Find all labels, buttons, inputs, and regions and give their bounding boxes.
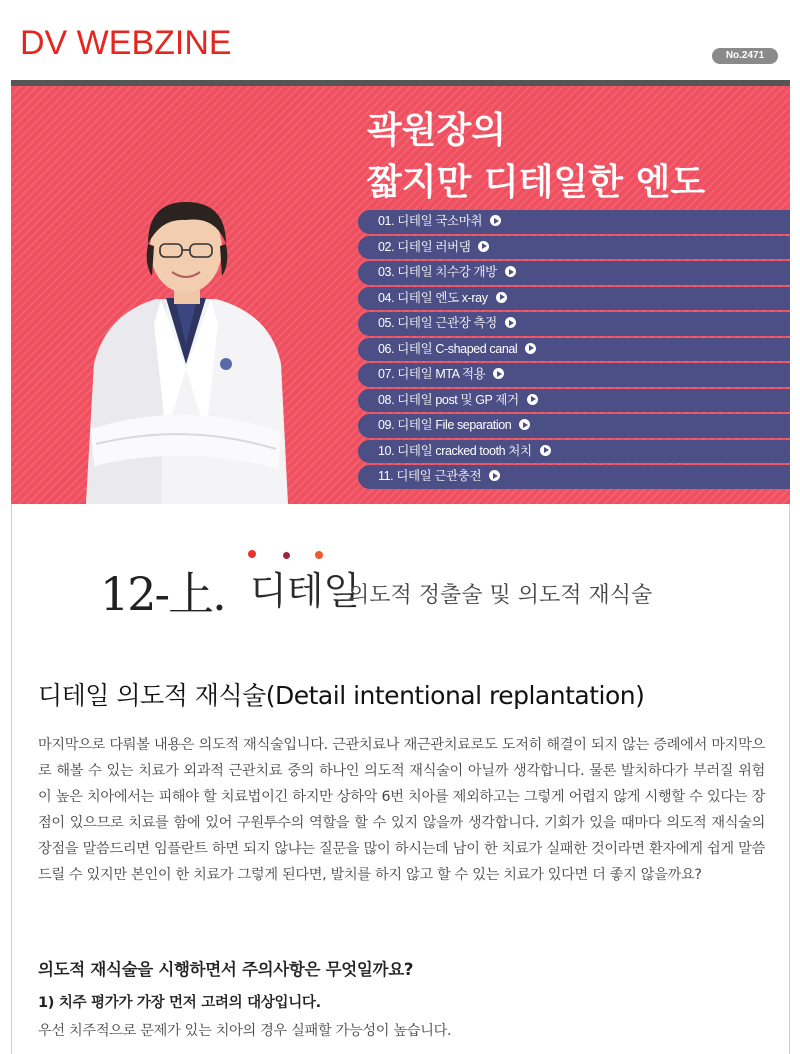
hero-title-line1: 곽원장의: [367, 109, 507, 151]
play-icon: [519, 419, 530, 430]
episode-number: 12-上.: [100, 567, 225, 621]
series-episode-menu: [358, 210, 790, 491]
menu-item-05[interactable]: [358, 312, 790, 336]
page-border-right: [789, 504, 790, 1054]
play-icon: [489, 470, 500, 481]
menu-item-label: 03. 디테일 치수강 개방: [378, 265, 497, 279]
play-icon: [505, 266, 516, 277]
point-1-text: 우선 치주적으로 문제가 있는 치아의 경우 실패할 가능성이 높습니다.: [38, 1023, 452, 1039]
menu-item-label: 04. 디테일 엔도 x-ray: [378, 290, 488, 305]
menu-item-06[interactable]: [358, 338, 790, 362]
menu-item-label: 09. 디테일 File separation: [378, 418, 512, 432]
play-icon: [540, 445, 551, 456]
accent-dot-icon: [283, 552, 290, 559]
menu-item-label: 05. 디테일 근관장 측정: [378, 316, 497, 330]
doctor-portrait-image: [66, 194, 306, 504]
menu-item-11[interactable]: [358, 465, 790, 489]
menu-item-02[interactable]: [358, 236, 790, 260]
play-icon: [505, 317, 516, 328]
menu-item-03[interactable]: [358, 261, 790, 285]
accent-dot-icon: [315, 551, 323, 559]
menu-item-09[interactable]: [358, 414, 790, 438]
menu-item-label: 02. 디테일 러버댐: [378, 239, 471, 254]
accent-dot-icon: [248, 550, 256, 558]
menu-item-label: 01. 디테일 국소마취: [378, 214, 483, 228]
menu-item-label: 07. 디테일 MTA 적용: [378, 367, 486, 381]
play-icon: [496, 292, 507, 303]
play-icon: [525, 343, 536, 354]
menu-item-04[interactable]: [358, 287, 790, 311]
page-border-left: [11, 504, 12, 1054]
question-heading: 의도적 재식술을 시행하면서 주의사항은 무엇일까요?: [38, 960, 414, 979]
section-title: 디테일 의도적 재식술(Detail intentional replantation): [38, 681, 645, 710]
menu-item-10[interactable]: [358, 440, 790, 464]
play-icon: [527, 394, 538, 405]
menu-item-label: 10. 디테일 cracked tooth 처치: [378, 443, 532, 458]
episode-detail-label: 디테일: [250, 569, 361, 613]
hero-title-line2: 짧지만 디테일한 엔도: [367, 161, 706, 203]
play-icon: [493, 368, 504, 379]
play-icon: [478, 241, 489, 252]
issue-number-badge: No.2471: [712, 48, 778, 64]
menu-item-label: 11. 디테일 근관충전: [378, 469, 482, 483]
menu-item-label: 08. 디테일 post 및 GP 제거: [378, 392, 519, 407]
dv-webzine-logo[interactable]: DV WEBZINE: [20, 24, 232, 62]
hero-title: [367, 104, 705, 208]
article-paragraph: 마지막으로 다뤄볼 내용은 의도적 재식술입니다. 근관치료나 재근관치료로도 도저히 해결이 되지 않는 증례에서 마지막으로 해볼 수 있는 치료가 외과적 근관치료 중의 하나인 의도적 재식술이 아닐까 생각합니다. 물론 발치하다가 부러질 위험이 높은 치아에서는 피해야 할 치료법이긴 하지만 상하악 6번 치아를 제외하고는 그렇게 어렵지 않게 시행할 수 있다는 장점이 있으므로 치료를 함에 있어 구원투수의 역할을 할 수 있지 않을까 생각합니다. 기회가 있을 때마다 의도적 재식술의 장점을 말씀드리면 임플란트 하면 되지 않냐는 질문을 많이 하시는데 남이 한 치료가 실패한 것이라면 환자에게 쉽게 말씀드릴 수 있지만 본인이 한 치료가 그렇게 된다면, 발치를 하지 않고 할 수 있는 치료가 있다면 더 좋지 않을까요?: [38, 737, 765, 883]
menu-item-01[interactable]: [358, 210, 790, 234]
episode-subtitle: 의도적 정출술 및 의도적 재식술: [348, 583, 653, 608]
play-icon: [490, 215, 501, 226]
menu-item-label: 06. 디테일 C-shaped canal: [378, 341, 518, 356]
menu-item-08[interactable]: [358, 389, 790, 413]
menu-item-07[interactable]: [358, 363, 790, 387]
point-1-heading: 1) 치주 평가가 가장 먼저 고려의 대상입니다.: [38, 995, 321, 1011]
episode-heading: [100, 548, 740, 621]
hero-banner: [11, 86, 790, 504]
